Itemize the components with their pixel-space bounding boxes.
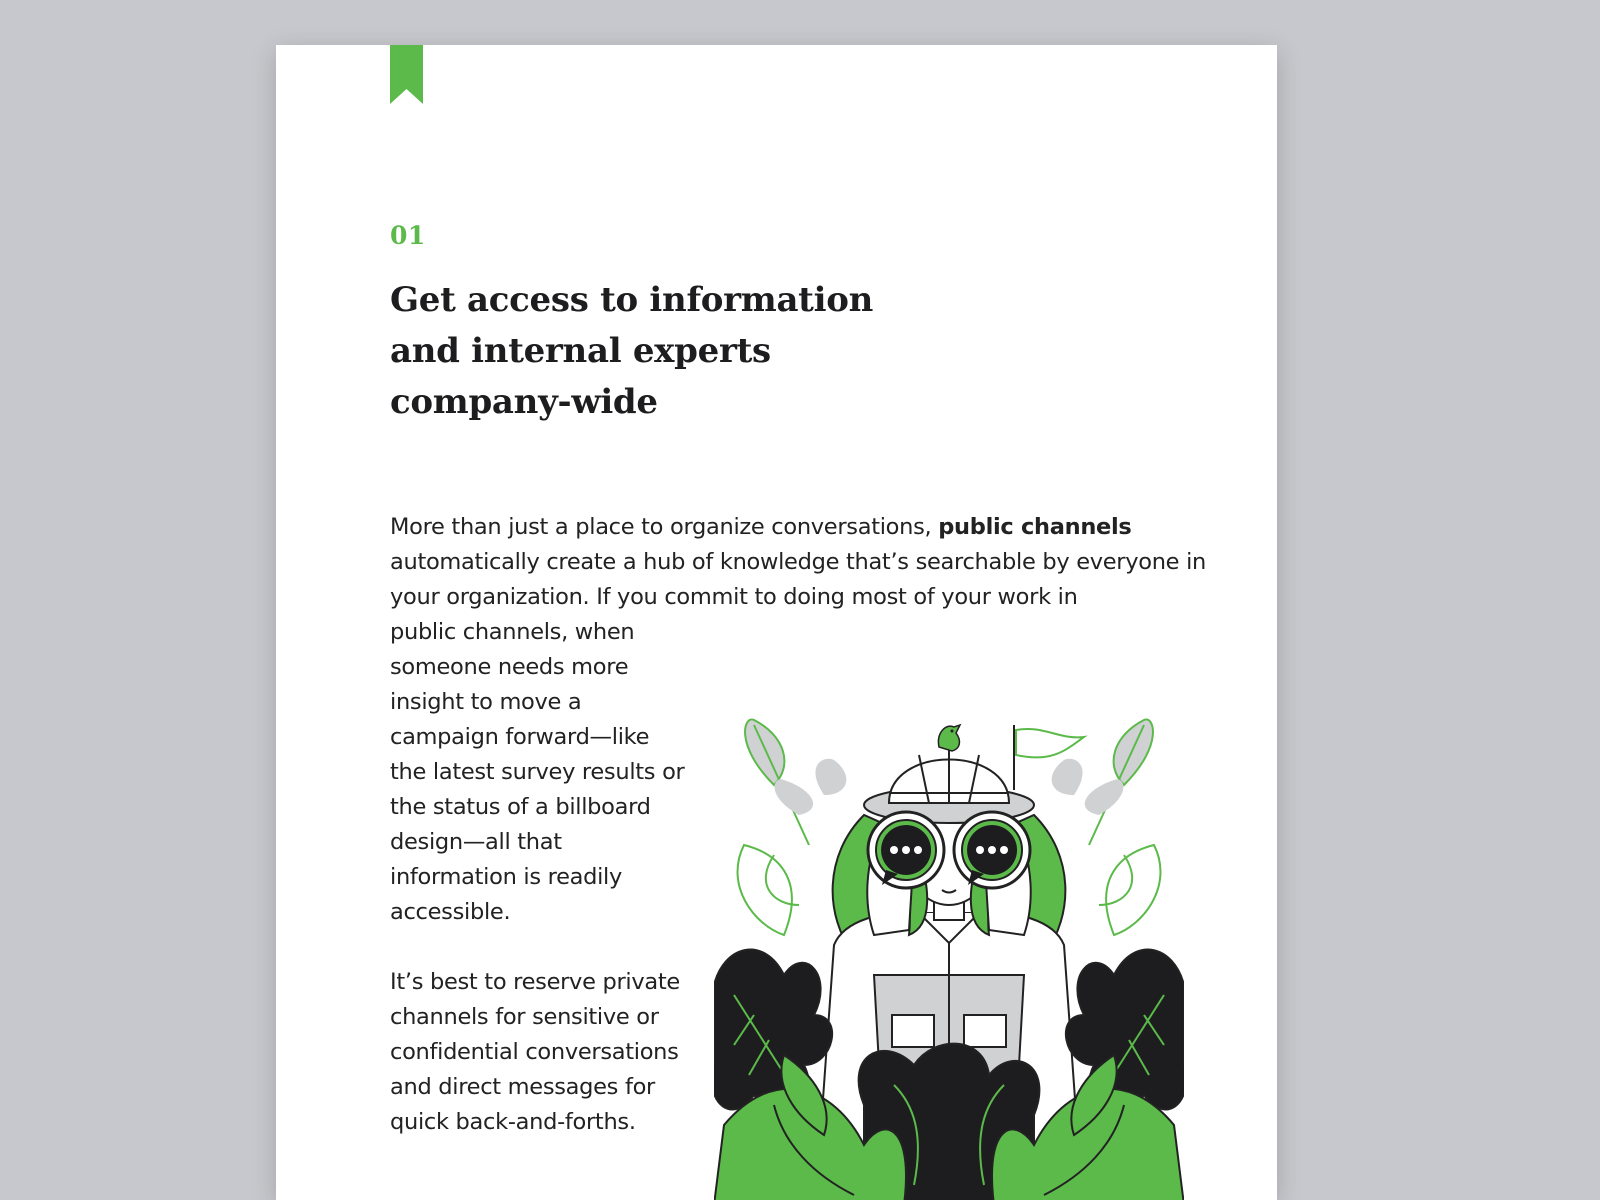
intro-text: More than just a place to organize conversations, [390, 514, 939, 540]
intro-text-continued: automatically create a hub of knowledge that’s searchable by everyone in your organization. If you commit to doing most of your work in [390, 549, 1206, 610]
bookmark-ribbon-icon [390, 45, 423, 104]
pith-helmet-icon [864, 745, 1034, 823]
document-page [276, 45, 1277, 1200]
public-channels-emphasis: public channels [938, 514, 1132, 540]
body-paragraph: It’s best to reserve private channels for sensitive or confidential conversations and direct messages for quick back-and-forths. [390, 969, 680, 1135]
explorer-binoculars-illustration [714, 685, 1184, 1200]
section-title: Get access to information and internal experts company-wide [390, 280, 873, 422]
bird-icon [938, 725, 960, 751]
section-number: 01 [390, 221, 426, 250]
body-paragraph: public channels, when someone needs more insight to move a campaign forward—like the latest survey results or the status of a billboard design—all that information is readily accessible. [390, 619, 685, 925]
intro-paragraph [390, 510, 1210, 615]
body-column [390, 615, 690, 1140]
